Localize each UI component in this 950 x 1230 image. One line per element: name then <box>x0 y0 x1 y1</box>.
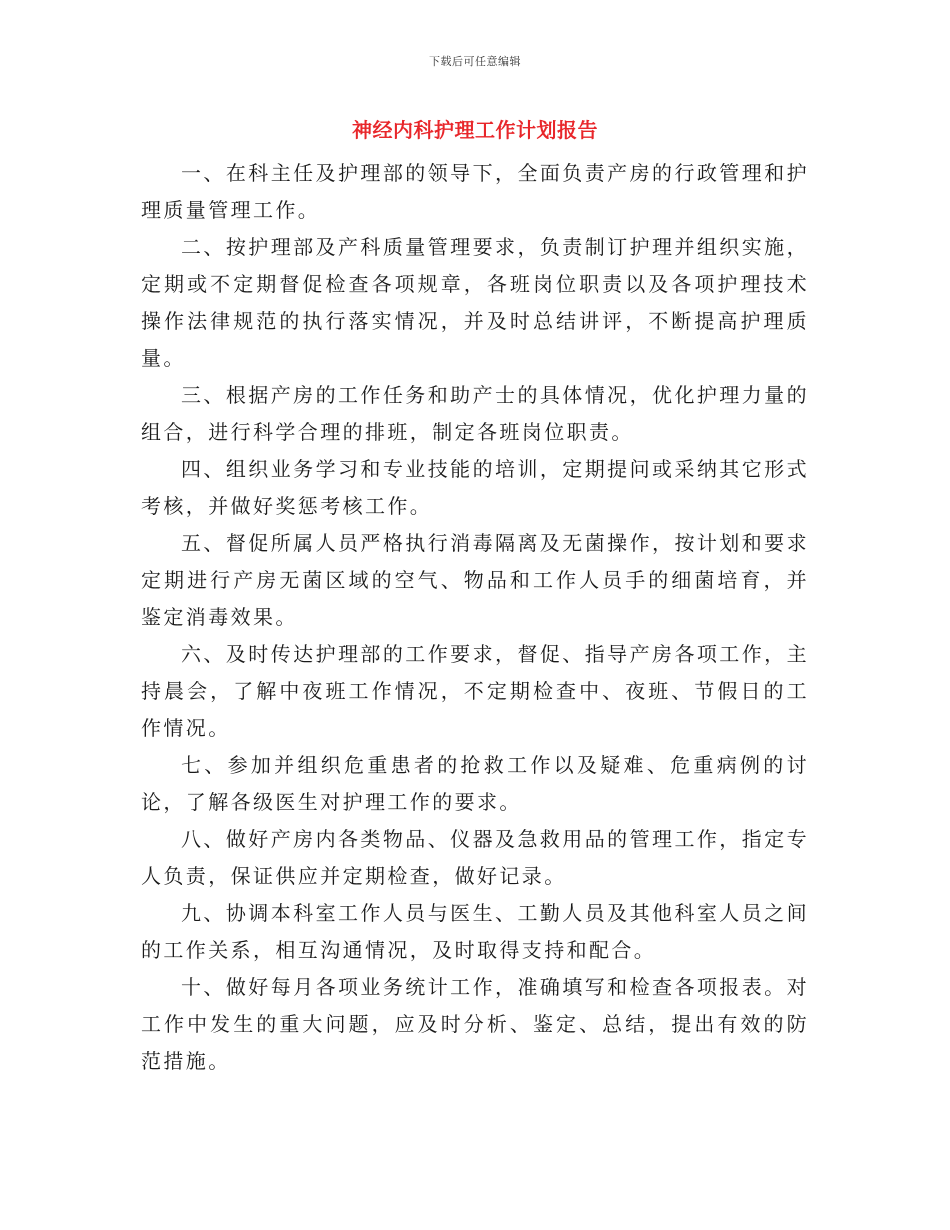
paragraph-9: 九、协调本科室工作人员与医生、工勤人员及其他科室人员之间的工作关系，相互沟通情况，及时取得支持和配合。 <box>141 901 809 962</box>
paragraph-7: 七、参加并组织危重患者的抢救工作以及疑难、危重病例的讨论，了解各级医生对护理工作的要求。 <box>141 753 809 814</box>
paragraph-2: 二、按护理部及产科质量管理要求，负责制订护理并组织实施，定期或不定期督促检查各项规章，各班岗位职责以及各项护理技术操作法律规范的执行落实情况，并及时总结讲评，不断提高护理质量。 <box>141 235 809 370</box>
paragraph-5: 五、督促所属人员严格执行消毒隔离及无菌操作，按计划和要求定期进行产房无菌区域的空气、物品和工作人员手的细菌培育，并鉴定消毒效果。 <box>141 531 809 629</box>
document-title: 神经内科护理工作计划报告 <box>352 118 598 142</box>
paragraph-6: 六、及时传达护理部的工作要求，督促、指导产房各项工作，主持晨会，了解中夜班工作情况，不定期检查中、夜班、节假日的工作情况。 <box>141 642 809 740</box>
paragraph-10: 十、做好每月各项业务统计工作，准确填写和检查各项报表。对工作中发生的重大问题，应及时分析、鉴定、总结，提出有效的防范措施。 <box>141 975 809 1073</box>
header-note: 下载后可任意编辑 <box>429 55 521 68</box>
paragraph-4: 四、组织业务学习和专业技能的培训，定期提问或采纳其它形式考核，并做好奖惩考核工作。 <box>141 457 809 518</box>
paragraph-1: 一、在科主任及护理部的领导下，全面负责产房的行政管理和护理质量管理工作。 <box>141 161 809 222</box>
paragraph-3: 三、根据产房的工作任务和助产士的具体情况，优化护理力量的组合，进行科学合理的排班，制定各班岗位职责。 <box>141 383 809 444</box>
document-body <box>141 155 809 1080</box>
paragraph-8: 八、做好产房内各类物品、仪器及急救用品的管理工作，指定专人负责，保证供应并定期检查，做好记录。 <box>141 827 809 888</box>
